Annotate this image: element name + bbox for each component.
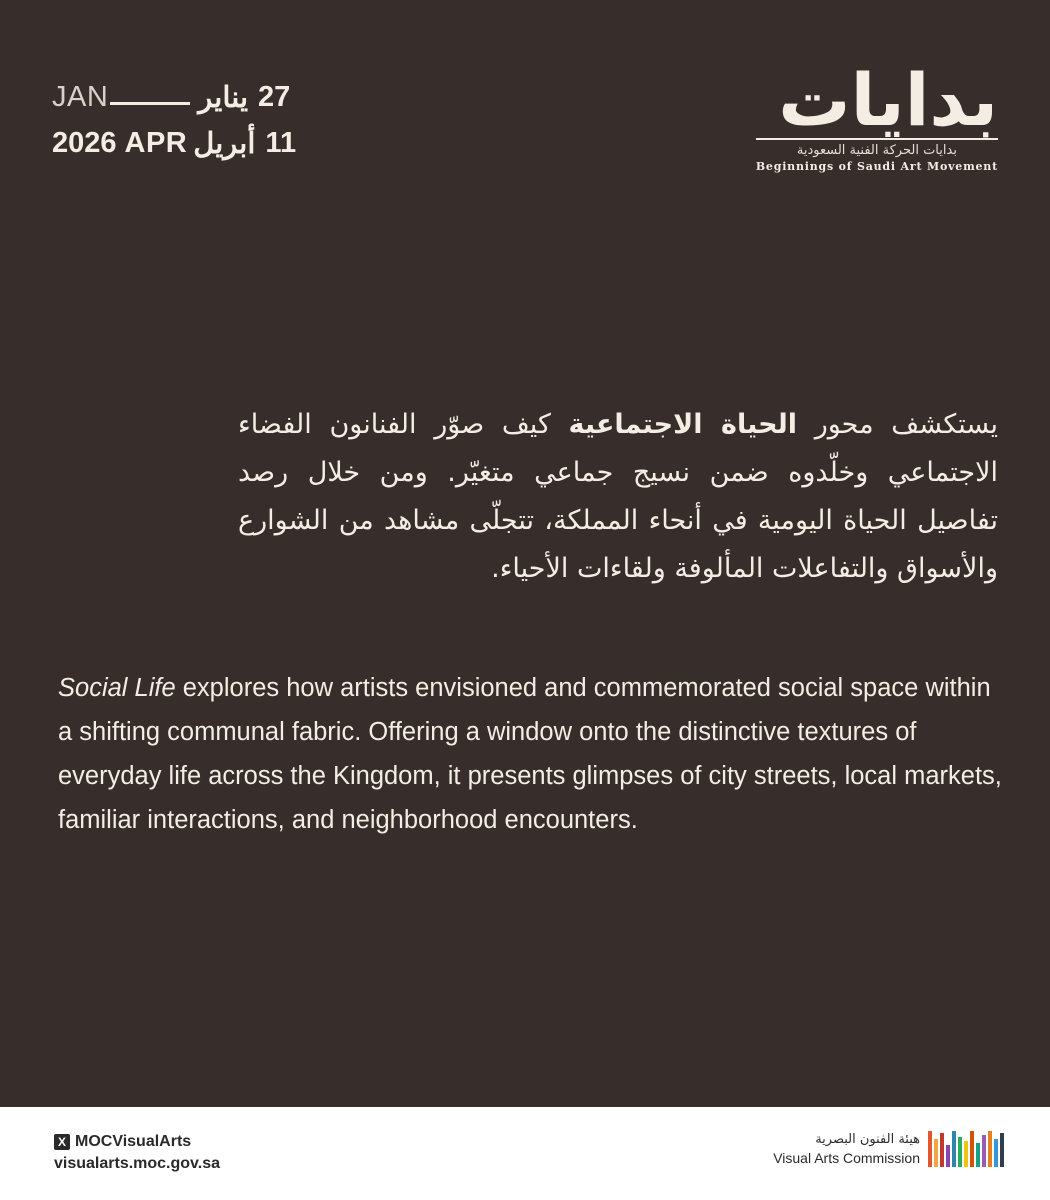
commission-stripe bbox=[1000, 1133, 1004, 1167]
commission-stripes-icon bbox=[928, 1131, 1004, 1167]
social-handle-row[interactable] bbox=[54, 1131, 220, 1153]
start-day: 27 bbox=[258, 80, 291, 113]
end-date bbox=[52, 120, 296, 166]
end-month-ar: أبريل bbox=[193, 127, 256, 160]
social-handle[interactable]: MOCVisualArts bbox=[75, 1133, 192, 1150]
start-date bbox=[52, 74, 296, 120]
commission-logo bbox=[773, 1131, 1004, 1167]
english-title: Social Life bbox=[58, 673, 176, 702]
start-month-ar: يناير bbox=[198, 81, 249, 114]
commission-name-ar: هيئة الفنون البصرية bbox=[815, 1132, 920, 1147]
x-logo-icon: X bbox=[54, 1134, 70, 1150]
commission-stripe bbox=[946, 1145, 950, 1167]
logo-subtitle-ar: بدايات الحركة الفنية السعودية bbox=[756, 138, 998, 158]
commission-stripe bbox=[952, 1131, 956, 1167]
end-day: 11 bbox=[265, 126, 297, 159]
website-link[interactable]: visualarts.moc.gov.sa bbox=[54, 1155, 220, 1172]
date-range bbox=[52, 74, 296, 166]
logo-wordmark: بدايات bbox=[778, 58, 998, 142]
logo-subtitle-en: Beginnings of Saudi Art Movement bbox=[755, 160, 998, 173]
arabic-highlight: الحياة الاجتماعية bbox=[568, 409, 797, 440]
commission-stripe bbox=[970, 1131, 974, 1167]
commission-stripe bbox=[958, 1137, 962, 1167]
commission-stripe bbox=[988, 1131, 992, 1167]
footer bbox=[0, 1107, 1050, 1200]
english-description bbox=[58, 666, 1008, 842]
commission-stripe bbox=[994, 1139, 998, 1167]
commission-text bbox=[773, 1131, 920, 1167]
exhibition-logo bbox=[755, 58, 998, 173]
arabic-rest: كيف صوّر الفنانون الفضاء الاجتماعي وخلّدوه ضمن نسيج جماعي متغيّر. ومن خلال رصد تفاصيل الحياة اليومية في أنحاء المملكة، تتجلّى مشاهد من الشوارع والأسواق والتفاعلات المألوفة ولقاءات الأحياء. bbox=[238, 409, 998, 584]
english-body: explores how artists envisioned and commemorated social space within a shifting communal fabric. Offering a window onto the distinctive textures of everyday life across the Kingdom, it presents glimpses of city streets, local markets, familiar interactions, and neighborhood encounters. bbox=[58, 673, 1002, 834]
commission-stripe bbox=[976, 1143, 980, 1167]
commission-stripe bbox=[934, 1139, 938, 1167]
commission-stripe bbox=[940, 1133, 944, 1167]
kashida-stroke bbox=[110, 102, 190, 105]
commission-name-en: Visual Arts Commission bbox=[773, 1150, 920, 1166]
year: 2026 bbox=[52, 126, 117, 159]
start-month-en: JAN bbox=[52, 80, 109, 113]
arabic-description bbox=[238, 401, 998, 593]
commission-stripe bbox=[964, 1141, 968, 1167]
commission-stripe bbox=[982, 1135, 986, 1167]
social-block bbox=[54, 1131, 220, 1175]
end-month-en: APR bbox=[124, 126, 188, 159]
arabic-intro: يستكشف محور bbox=[796, 409, 998, 440]
commission-stripe bbox=[928, 1131, 932, 1167]
